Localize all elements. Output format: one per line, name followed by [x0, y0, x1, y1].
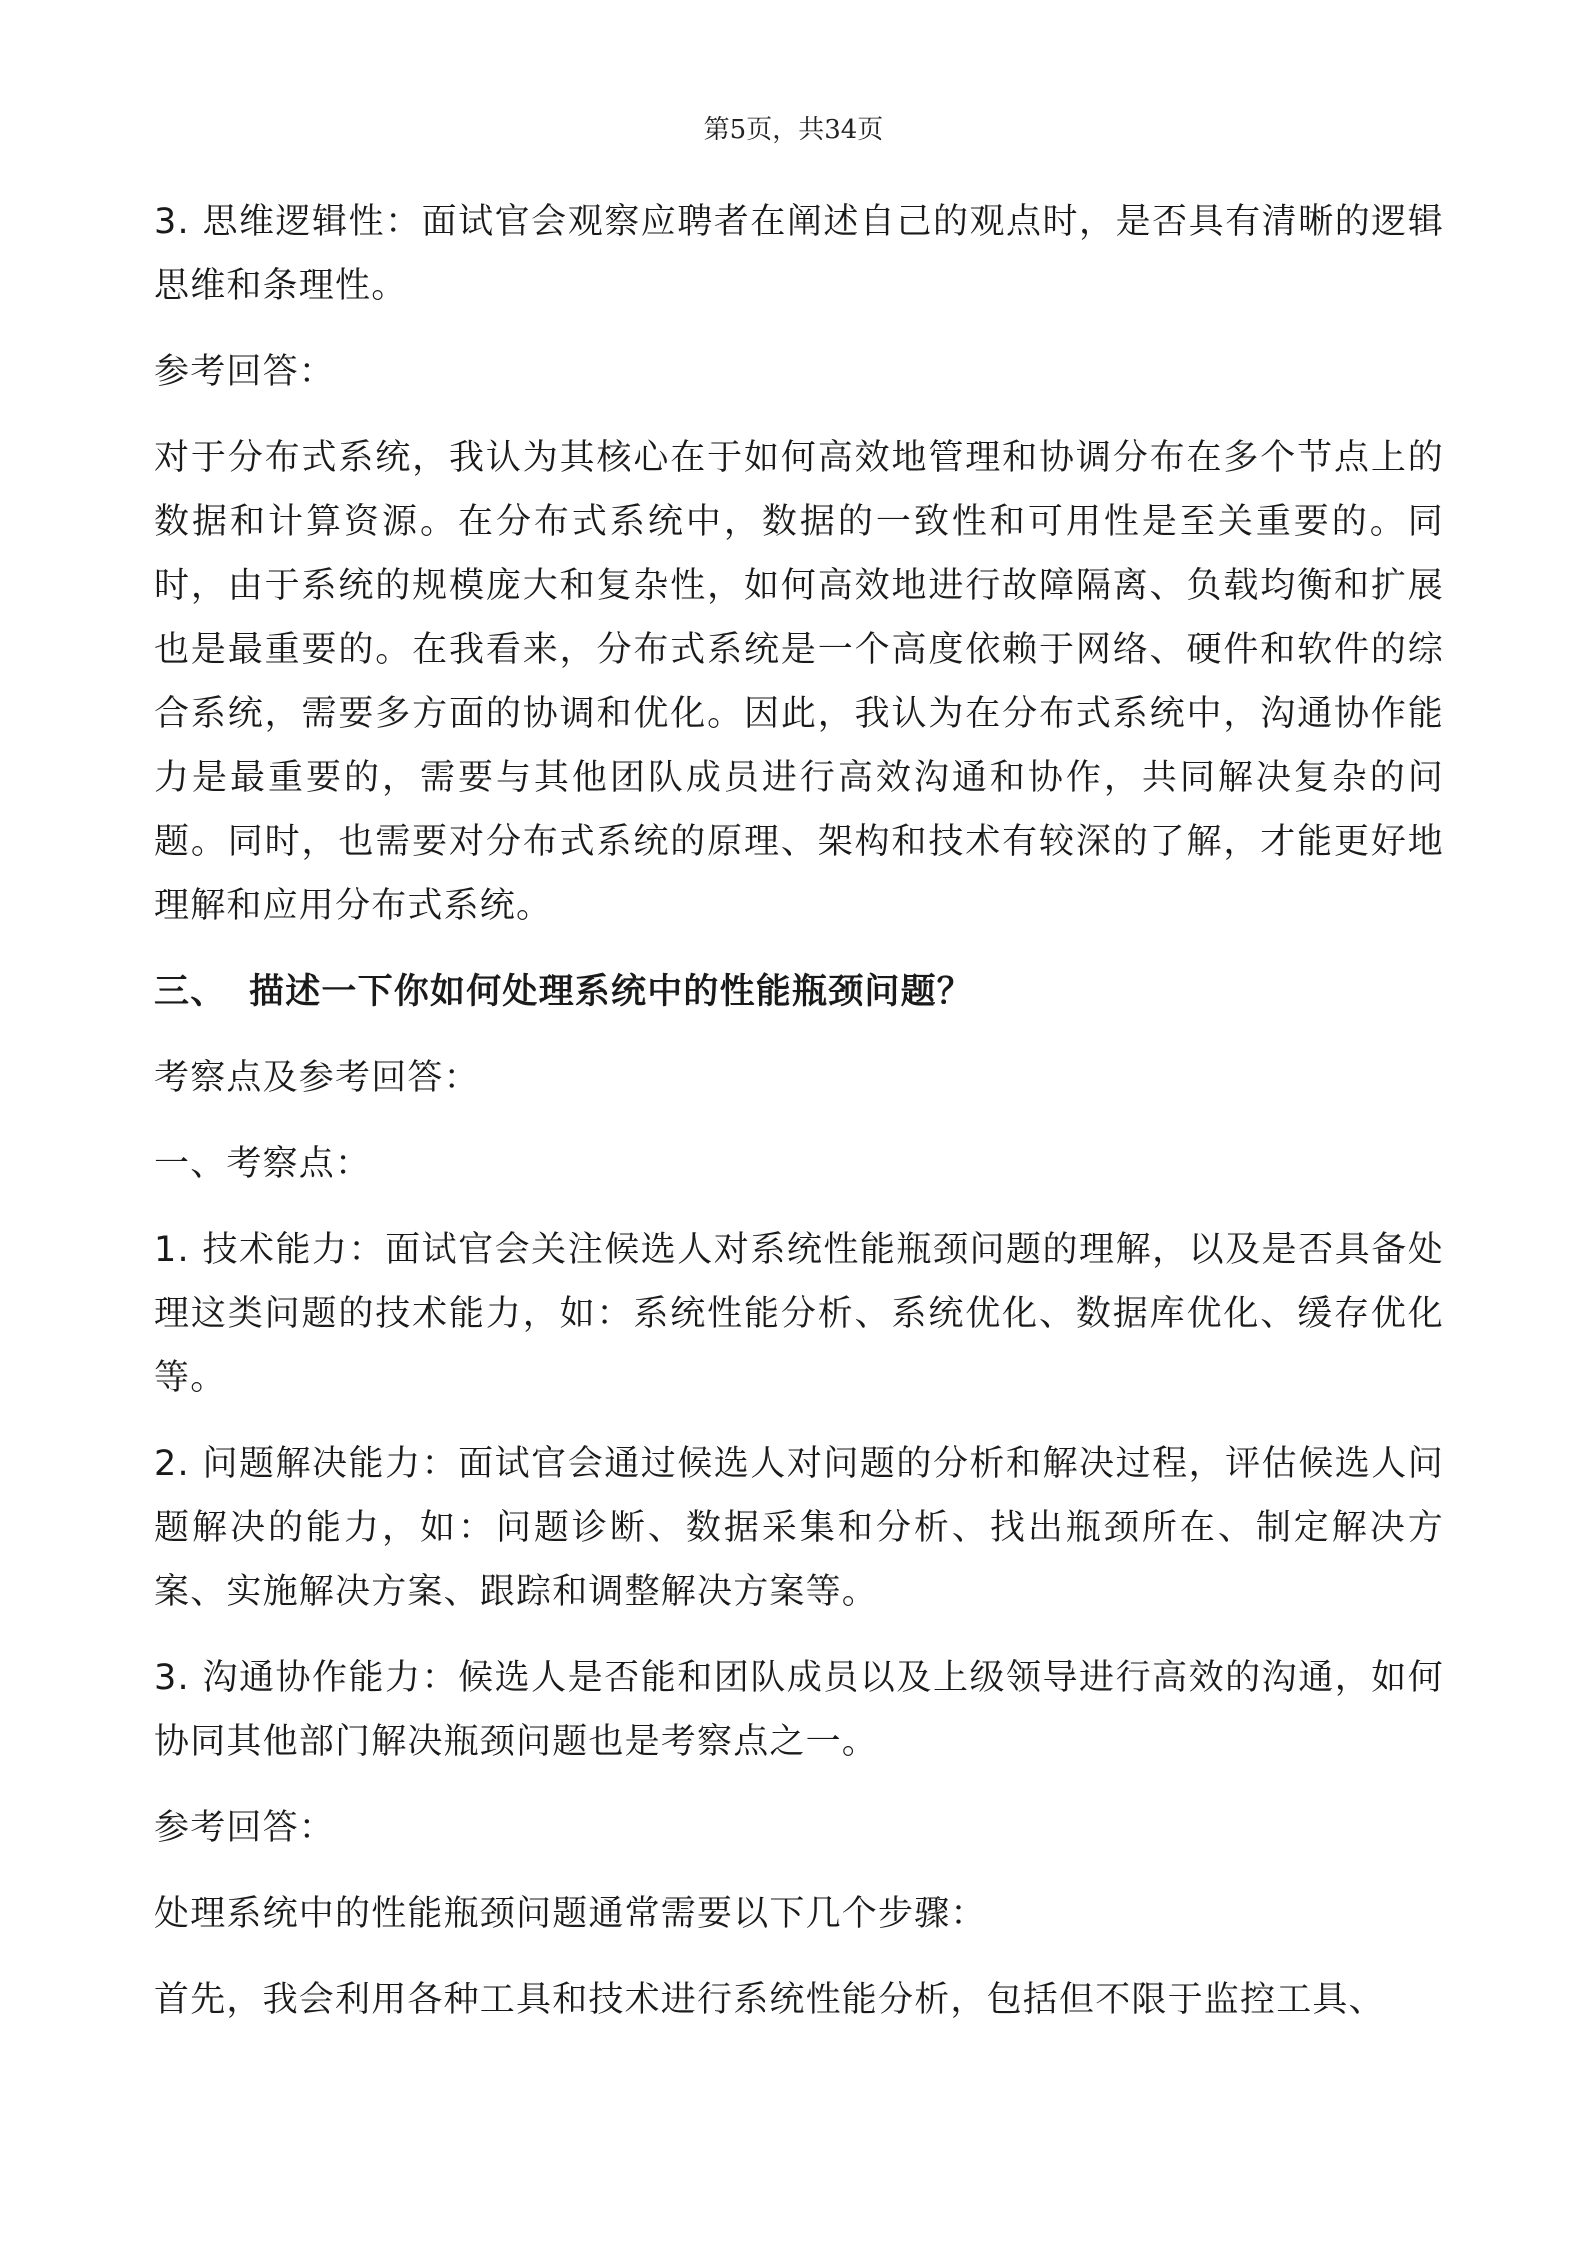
paragraph-communication: 3. 沟通协作能力：候选人是否能和团队成员以及上级领导进行高效的沟通，如何协同其他部门解决瓶颈问题也是考察点之一。	[154, 1658, 1444, 1762]
paragraph-distributed-answer: 对于分布式系统，我认为其核心在于如何高效地管理和协调分布在多个节点上的数据和计算资源。在分布式系统中，数据的一致性和可用性是至关重要的。同时，由于系统的规模庞大和复杂性，如何高效地进行故障隔离、负载均衡和扩展也是最重要的。在我看来，分布式系统是一个高度依赖于网络、硬件和软件的综合系统，需要多方面的协调和优化。因此，我认为在分布式系统中，沟通协作能力是最重要的，需要与其他团队成员进行高效沟通和协作，共同解决复杂的问题。同时，也需要对分布式系统的原理、架构和技术有较深的了解，才能更好地理解和应用分布式系统。	[154, 438, 1444, 926]
paragraph-reference-answer-label: 参考回答：	[154, 352, 336, 392]
paragraph-reference-answer-label-2: 参考回答：	[154, 1808, 336, 1848]
document-body	[154, 190, 1444, 2054]
paragraph-tech-ability: 1. 技术能力：面试官会关注候选人对系统性能瓶颈问题的理解，以及是否具备处理这类问题的技术能力，如：系统性能分析、系统优化、数据库优化、缓存优化等。	[154, 1230, 1444, 1398]
page-indicator: 第5页，共34页	[703, 115, 884, 145]
paragraph-points-and-answer-label: 考察点及参考回答：	[154, 1058, 480, 1098]
section-title: 描述一下你如何处理系统中的性能瓶颈问题？	[249, 972, 974, 1012]
section-heading-3	[154, 960, 1444, 1024]
paragraph-logic-criterion: 3. 思维逻辑性：面试官会观察应聘者在阐述自己的观点时，是否具有清晰的逻辑思维和条理性。	[154, 202, 1444, 306]
section-number: 三、	[154, 972, 227, 1012]
paragraph-problem-solving: 2. 问题解决能力：面试官会通过候选人对问题的分析和解决过程，评估候选人问题解决的能力，如：问题诊断、数据采集和分析、找出瓶颈所在、制定解决方案、实施解决方案、跟踪和调整解决方案等。	[154, 1444, 1444, 1612]
paragraph-steps-intro: 处理系统中的性能瓶颈问题通常需要以下几个步骤：	[154, 1894, 987, 1934]
paragraph-first-step: 首先，我会利用各种工具和技术进行系统性能分析，包括但不限于监控工具、	[154, 1980, 1385, 2020]
paragraph-points-label: 一、考察点：	[154, 1144, 372, 1184]
